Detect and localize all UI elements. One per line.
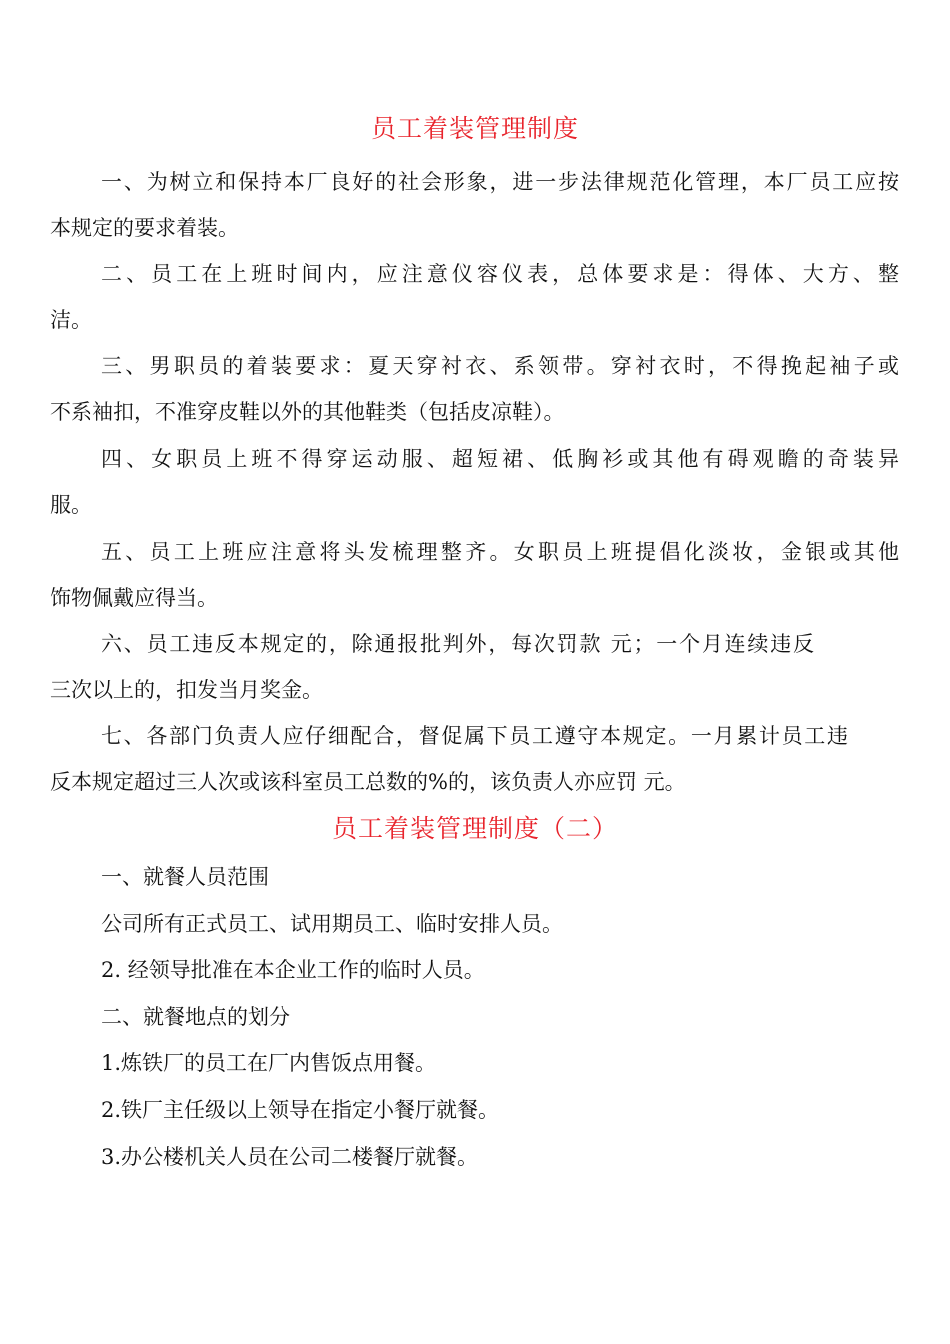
item-7-line-1: 七、各部门负责人应仔细配合，督促属下员工遵守本规定。一月累计员工违 [101, 724, 848, 748]
item-1-line-1: 一、为树立和保持本厂良好的社会形象，进一步法律规范化管理，本厂员工应按 [101, 170, 899, 194]
item-1-line-2: 本规定的要求着装。 [50, 216, 239, 240]
item-6-line-2: 三次以上的，扣发当月奖金。 [50, 678, 323, 702]
item-4-line-2: 服。 [50, 493, 92, 517]
item-2-line-2: 洁。 [50, 308, 92, 332]
section-2-line: 一、就餐人员范围 [101, 865, 269, 889]
section-2-line: 公司所有正式员工、试用期员工、临时安排人员。 [101, 912, 563, 936]
section-2-line: 1.炼铁厂的员工在厂内售饭点用餐。 [101, 1051, 437, 1075]
item-2-line-1: 二、员工在上班时间内，应注意仪容仪表，总体要求是：得体、大方、整 [101, 262, 899, 286]
item-3-line-1: 三、男职员的着装要求：夏天穿衬衣、系领带。穿衬衣时，不得挽起袖子或 [101, 354, 899, 378]
item-7-line-2: 反本规定超过三人次或该科室员工总数的%的，该负责人亦应罚 元。 [50, 770, 686, 794]
item-5-line-2: 饰物佩戴应得当。 [50, 586, 218, 610]
section-2-line: 2. 经领导批准在本企业工作的临时人员。 [101, 958, 485, 982]
item-3-line-2: 不系袖扣，不准穿皮鞋以外的其他鞋类（包括皮凉鞋）。 [50, 400, 565, 424]
item-5-line-1: 五、员工上班应注意将头发梳理整齐。女职员上班提倡化淡妆，金银或其他 [101, 540, 899, 564]
document-title: 员工着装管理制度 [370, 114, 579, 143]
section-2-title: 员工着装管理制度（二） [331, 814, 618, 843]
item-6-line-1: 六、员工违反本规定的，除通报批判外，每次罚款 元；一个月连续违反 [101, 632, 814, 656]
item-4-line-1: 四、女职员上班不得穿运动服、超短裙、低胸衫或其他有碍观瞻的奇装异 [101, 447, 899, 471]
section-2-line: 二、就餐地点的划分 [101, 1005, 290, 1029]
section-2-line: 2.铁厂主任级以上领导在指定小餐厅就餐。 [101, 1098, 500, 1122]
section-2-line: 3.办公楼机关人员在公司二楼餐厅就餐。 [101, 1145, 479, 1169]
